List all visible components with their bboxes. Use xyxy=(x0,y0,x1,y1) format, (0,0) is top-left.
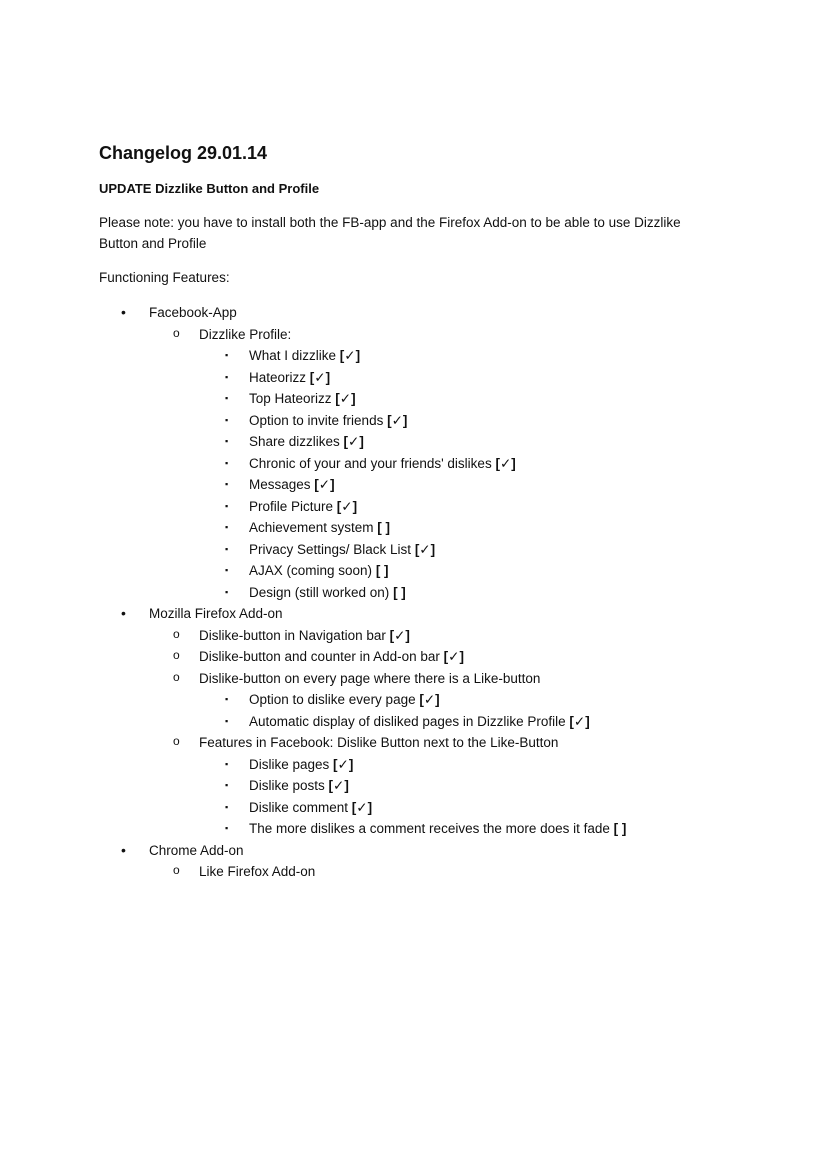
status-checkbox: [✓] xyxy=(443,649,464,664)
sub-sub-list-item xyxy=(199,689,789,711)
status-checkbox: [✓] xyxy=(389,627,410,643)
square-marker: ▪ xyxy=(225,436,229,446)
square-marker: ▪ xyxy=(225,758,229,769)
sub-sub-list-item xyxy=(199,367,789,389)
square-marker: ▪ xyxy=(225,500,229,511)
list-item xyxy=(99,603,789,840)
status-checkbox: [✓] xyxy=(419,692,440,707)
sub-list-item xyxy=(149,861,789,883)
square-marker: ▪ xyxy=(225,694,229,704)
status-checkbox: [✓] xyxy=(351,799,373,815)
square-marker: ▪ xyxy=(225,543,229,554)
sub-sub-list-item-label: Profile Picture xyxy=(249,498,337,514)
sub-sub-list-item-label: The more dislikes a comment receives the more does it fade xyxy=(249,821,614,836)
status-checkbox: [✓] xyxy=(309,369,331,385)
sub-list-item-label: Dislike-button in Navigation bar xyxy=(199,627,390,643)
sub-sub-list-item-label: Share dizzlikes xyxy=(249,434,344,449)
sub-sub-list-item-label: Design (still worked on) xyxy=(249,584,394,600)
sub-sub-list-item-label: Option to dislike every page xyxy=(249,692,420,707)
sub-list-item xyxy=(149,324,789,604)
sub-list-item xyxy=(149,646,789,668)
sub-sub-list xyxy=(199,345,789,603)
list-item-label: Mozilla Firefox Add-on xyxy=(149,606,283,621)
page-subtitle: UPDATE Dizzlike Button and Profile xyxy=(99,181,320,196)
square-marker: ▪ xyxy=(225,414,229,425)
square-marker: ▪ xyxy=(225,371,229,382)
sub-sub-list-item xyxy=(199,582,789,604)
square-marker: ▪ xyxy=(225,350,229,360)
sub-sub-list-item-label: Achievement system xyxy=(249,520,378,535)
sub-sub-list-item-label: What I dizzlike xyxy=(249,348,340,363)
square-marker: ▪ xyxy=(225,586,229,597)
status-checkbox: [✓] xyxy=(328,778,349,793)
status-checkbox: [ ] xyxy=(375,563,389,578)
sub-list-item-label: Like Firefox Add-on xyxy=(199,864,316,879)
status-checkbox: [✓] xyxy=(495,455,516,471)
status-checkbox: [✓] xyxy=(414,541,436,557)
sub-sub-list-item xyxy=(199,560,789,582)
circle-marker: o xyxy=(173,863,180,877)
features-label: Functioning Features: xyxy=(99,270,230,285)
sub-sub-list-item-label: Dislike comment xyxy=(249,799,352,815)
feature-list xyxy=(99,302,789,883)
status-checkbox: [✓] xyxy=(335,391,356,406)
sub-sub-list-item-label: AJAX (coming soon) xyxy=(249,563,376,578)
circle-marker: o xyxy=(173,648,180,662)
sub-sub-list-item-label: Chronic of your and your friends' dislikes xyxy=(249,455,496,471)
sub-sub-list-item xyxy=(199,453,789,475)
sub-list-item xyxy=(149,625,789,647)
sub-list xyxy=(149,625,789,840)
bullet-marker: • xyxy=(121,841,126,858)
page-title: Changelog 29.01.14 xyxy=(99,143,268,163)
sub-list-item-label: Features in Facebook: Dislike Button next to the Like-Button xyxy=(199,735,559,750)
status-checkbox: [✓] xyxy=(333,756,354,772)
list-item-label: Chrome Add-on xyxy=(149,842,244,858)
sub-sub-list-item xyxy=(199,496,789,518)
bullet-marker: • xyxy=(121,304,126,320)
sub-sub-list-item xyxy=(199,431,789,453)
sub-sub-list-item-label: Hateorizz xyxy=(249,369,310,385)
sub-list xyxy=(149,861,789,883)
sub-list-item-label: Dislike-button on every page where there is a Like-button xyxy=(199,670,541,686)
sub-sub-list-item-label: Top Hateorizz xyxy=(249,391,336,406)
status-checkbox: [ ] xyxy=(377,520,391,535)
status-checkbox: [ ] xyxy=(393,584,406,600)
sub-sub-list-item xyxy=(199,754,789,776)
sub-sub-list-item xyxy=(199,818,789,840)
list-item xyxy=(99,302,789,603)
square-marker: ▪ xyxy=(225,715,229,726)
sub-sub-list-item xyxy=(199,797,789,819)
sub-sub-list-item xyxy=(199,711,789,733)
sub-sub-list-item xyxy=(199,388,789,410)
sub-list xyxy=(149,324,789,604)
list-item-label: Facebook-App xyxy=(149,305,237,320)
status-checkbox: [✓] xyxy=(314,477,335,492)
sub-sub-list-item xyxy=(199,474,789,496)
list-item xyxy=(99,840,789,883)
square-marker: ▪ xyxy=(225,801,229,812)
sub-list-item-label: Dislike-button and counter in Add-on bar xyxy=(199,649,444,664)
sub-sub-list-item-label: Automatic display of disliked pages in Dizzlike Profile xyxy=(249,713,570,729)
circle-marker: o xyxy=(173,626,180,641)
sub-list-item xyxy=(149,668,789,733)
status-checkbox: [✓] xyxy=(343,434,364,449)
sub-sub-list-item xyxy=(199,517,789,539)
install-note: Please note: you have to install both the FB-app and the Firefox Add-on to be able to use Dizzlike Button and Profile xyxy=(99,215,681,251)
document-content xyxy=(99,140,789,883)
square-marker: ▪ xyxy=(225,565,229,575)
circle-marker: o xyxy=(173,734,180,748)
sub-sub-list-item xyxy=(199,775,789,797)
sub-sub-list-item xyxy=(199,539,789,561)
sub-sub-list xyxy=(199,754,789,840)
square-marker: ▪ xyxy=(225,823,229,833)
sub-sub-list-item-label: Dislike posts xyxy=(249,778,329,793)
square-marker: ▪ xyxy=(225,457,229,468)
circle-marker: o xyxy=(173,669,180,684)
sub-sub-list-item xyxy=(199,410,789,432)
sub-sub-list-item-label: Privacy Settings/ Black List xyxy=(249,541,415,557)
sub-sub-list-item-label: Option to invite friends xyxy=(249,412,388,428)
square-marker: ▪ xyxy=(225,393,229,403)
bullet-marker: • xyxy=(121,605,126,621)
circle-marker: o xyxy=(173,325,180,340)
sub-list-item-label: Dizzlike Profile: xyxy=(199,326,292,342)
status-checkbox: [✓] xyxy=(336,498,358,514)
sub-sub-list xyxy=(199,689,789,732)
sub-list-item xyxy=(149,732,789,840)
sub-sub-list-item-label: Dislike pages xyxy=(249,756,334,772)
status-checkbox: [✓] xyxy=(339,348,361,363)
sub-sub-list-item-label: Messages xyxy=(249,477,315,492)
square-marker: ▪ xyxy=(225,522,229,532)
status-checkbox: [✓] xyxy=(569,713,590,729)
status-checkbox: [✓] xyxy=(387,412,408,428)
status-checkbox: [ ] xyxy=(613,821,627,836)
sub-sub-list-item xyxy=(199,345,789,367)
square-marker: ▪ xyxy=(225,780,229,790)
square-marker: ▪ xyxy=(225,479,229,489)
